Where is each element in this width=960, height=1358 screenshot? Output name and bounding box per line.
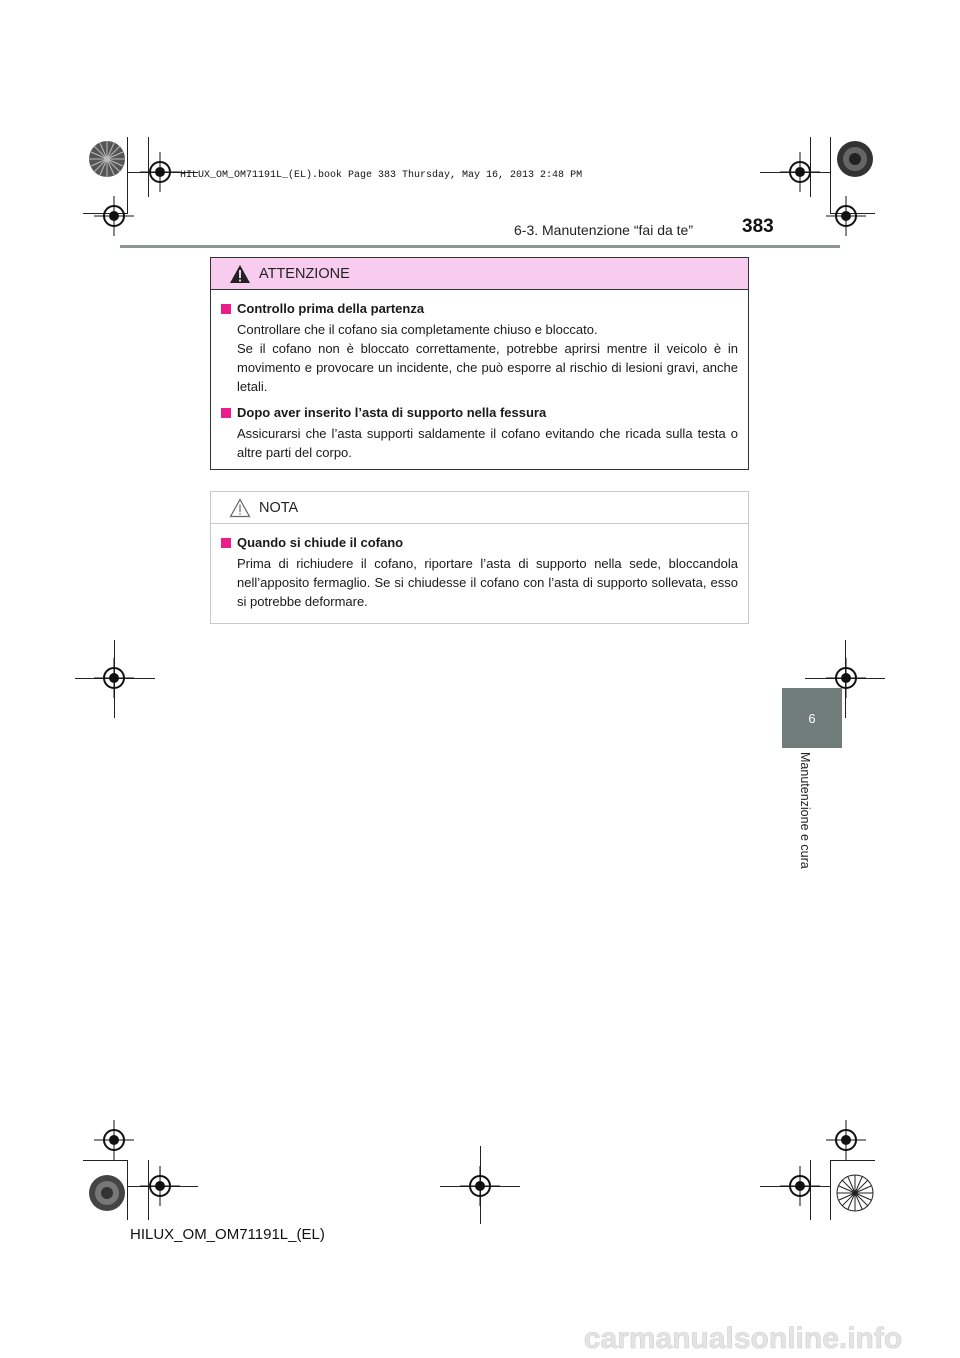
book-file-info: HILUX_OM_OM71191L_(EL).book Page 383 Thursday, May 16, 2013 2:48 PM — [180, 170, 583, 181]
registration-mark-icon — [140, 1166, 180, 1206]
registration-mark-icon — [94, 1120, 134, 1160]
warning-item-text: Assicurarsi che l’asta supporti saldamente il cofano evitando che ricada sulla testa o altre parti del corpo. — [237, 426, 738, 460]
registration-mark-icon — [780, 1166, 820, 1206]
registration-mark-icon — [826, 196, 866, 236]
chapter-tab: 6 — [782, 688, 842, 748]
chapter-label: Manutenzione e cura — [798, 752, 812, 869]
note-item-title: Quando si chiude il cofano — [237, 535, 404, 550]
warning-triangle-icon — [229, 264, 251, 284]
square-bullet-icon — [221, 538, 231, 548]
calibration-starburst-icon — [836, 1174, 874, 1212]
registration-mark-icon — [780, 152, 820, 192]
note-item — [221, 534, 738, 611]
svg-text:carmanualsonline.info: carmanualsonline.info — [583, 1322, 903, 1355]
registration-mark-icon — [94, 196, 134, 236]
warning-item — [221, 300, 738, 396]
calibration-starburst-icon — [88, 1174, 126, 1212]
warning-item-text: Controllare che il cofano sia completamente chiuso e bloccato. — [237, 322, 598, 337]
registration-mark-icon — [140, 152, 180, 192]
square-bullet-icon — [221, 304, 231, 314]
warning-box — [210, 257, 749, 470]
watermark-logo — [528, 1318, 958, 1358]
footer-code: HILUX_OM_OM71191L_(EL) — [130, 1226, 325, 1243]
header-rule — [120, 245, 840, 248]
note-box — [210, 491, 749, 624]
note-box-title: NOTA — [259, 499, 299, 516]
note-item-text: Prima di richiudere il cofano, riportare l’asta di supporto nella sede, bloccandola nell’apposito fermaglio. Se si chiudesse il cofano con l’asta di supporto sollevata, esso si potrebbe deformare. — [237, 556, 738, 609]
registration-mark-icon — [826, 1120, 866, 1160]
warning-box-header — [211, 258, 748, 290]
calibration-starburst-icon — [88, 140, 126, 178]
square-bullet-icon — [221, 408, 231, 418]
note-box-header — [211, 492, 748, 524]
caution-triangle-outline-icon — [229, 498, 251, 518]
warning-box-title: ATTENZIONE — [259, 265, 350, 282]
registration-mark-icon — [94, 658, 134, 698]
page-number: 383 — [742, 216, 774, 237]
warning-item-text: Se il cofano non è bloccato correttamente, potrebbe aprirsi mentre il veicolo è in movimento e provocare un incidente, che può esporre al rischio di lesioni gravi, anche letali. — [237, 341, 738, 394]
section-header: 6-3. Manutenzione “fai da te” — [514, 222, 693, 238]
warning-item-title: Dopo aver inserito l’asta di supporto nella fessura — [237, 405, 547, 420]
warning-item-title: Controllo prima della partenza — [237, 301, 425, 316]
calibration-starburst-icon — [836, 140, 874, 178]
warning-item — [221, 404, 738, 462]
registration-mark-icon — [460, 1166, 500, 1206]
